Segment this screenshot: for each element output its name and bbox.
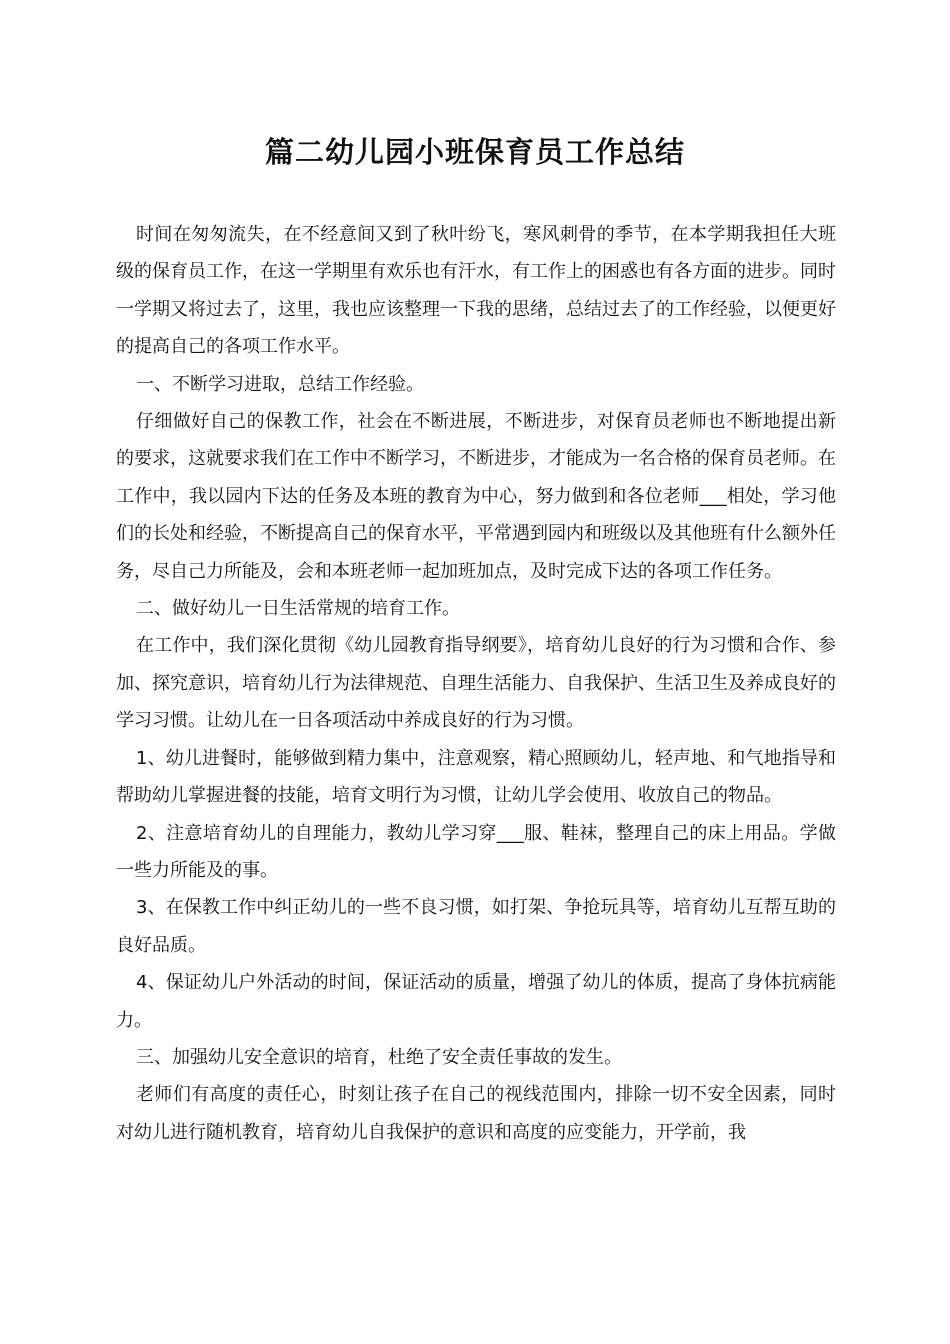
paragraph: 仔细做好自己的保教工作，社会在不断进展，不断进步，对保育员老师也不断地提出新的要求，这就要求我们在工作中不断学习，不断进步，才能成为一名合格的保育员老师。在工作中，我以园内下达的任务及本班的教育为中心，努力做到和各位老师___相处，学习他们的长处和经验，不断提高自己的保育水平，平常遇到园内和班级以及其他班有什么额外任务，尽自己力所能及，会和本班老师一起加班加点，及时完成下达的各项工作任务。: [116, 411, 836, 582]
section-heading: 三、加强幼儿安全意识的培育，杜绝了安全责任事故的发生。: [136, 1046, 622, 1068]
section-heading: 二、做好幼儿一日生活常规的培育工作。: [136, 598, 460, 620]
list-item: 3、在保教工作中纠正幼儿的一些不良习惯，如打架、争抢玩具等，培育幼儿互帮互助的良好品质。: [116, 897, 836, 956]
document-body: [116, 216, 836, 1151]
paragraph: 时间在匆匆流失，在不经意间又到了秋叶纷飞，寒风刺骨的季节，在本学期我担任大班级的保育员工作，在这一学期里有欢乐也有汗水，有工作上的困惑也有各方面的进步。同时一学期又将过去了，这里，我也应该整理一下我的思绪，总结过去了的工作经验，以便更好的提高自己的各项工作水平。: [116, 224, 836, 358]
list-item: 1、幼儿进餐时，能够做到精力集中，注意观察，精心照顾幼儿，轻声地、和气地指导和帮助幼儿掌握进餐的技能，培育文明行为习惯，让幼儿学会使用、收放自己的物品。: [116, 747, 836, 807]
paragraph: 在工作中，我们深化贯彻《幼儿园教育指导纲要》，培育幼儿良好的行为习惯和合作、参加、探究意识，培育幼儿行为法律规范、自理生活能力、自我保护、生活卫生及养成良好的学习习惯。让幼儿在一日各项活动中养成良好的行为习惯。: [116, 635, 836, 732]
list-item: 2、注意培育幼儿的自理能力，教幼儿学习穿___服、鞋袜，整理自己的床上用品。学做一些力所能及的事。: [116, 822, 836, 881]
list-item: 4、保证幼儿户外活动的时间，保证活动的质量，增强了幼儿的体质，提高了身体抗病能力。: [116, 972, 836, 1031]
document-title: 篇二幼儿园小班保育员工作总结: [264, 135, 685, 169]
section-heading: 一、不断学习进取，总结工作经验。: [136, 373, 424, 395]
paragraph: 老师们有高度的责任心，时刻让孩子在自己的视线范围内，排除一切不安全因素，同时对幼儿进行随机教育，培育幼儿自我保护的意识和高度的应变能力，开学前，我: [116, 1084, 836, 1143]
